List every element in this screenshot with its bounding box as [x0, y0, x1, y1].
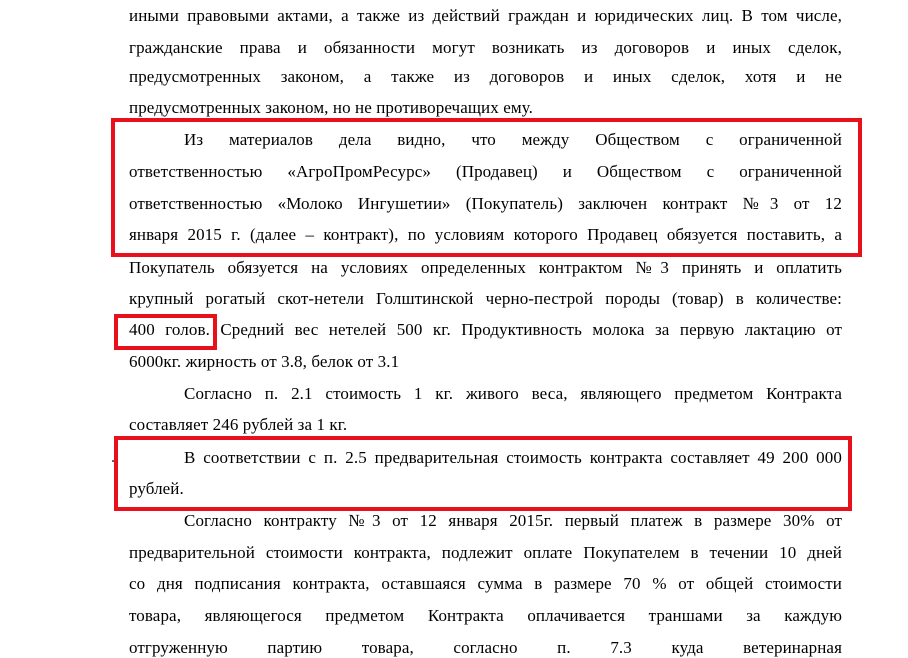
- highlight-box-quantity: [114, 314, 217, 350]
- paragraph-line: Согласно п. 2.1 стоимость 1 кг. живого веса, являющего предметом Контракта: [184, 384, 842, 403]
- paragraph-line: Покупатель обязуется на условиях определенных контрактом №3 принять и оплатить: [129, 258, 842, 277]
- paragraph-line: товара, являющегося предметом Контракта оплачивается траншами за каждую: [129, 606, 842, 625]
- paragraph-line: предусмотренных законом, а также из договоров и иных сделок, хотя и не: [129, 67, 842, 86]
- highlight-box-contract: [111, 118, 862, 257]
- paragraph-line: предусмотренных законом, но не противоречащих ему.: [129, 98, 533, 117]
- paragraph-line: крупный рогатый скот-нетели Голштинской черно-пестрой породы (товар) в количестве:: [129, 289, 842, 308]
- paragraph-line: отгруженную партию товара, согласно п. 7.3 куда ветеринарная: [129, 638, 842, 657]
- paragraph-line: со дня подписания контракта, оставшаяся сумма в размере 70 % от общей стоимости: [129, 574, 842, 593]
- paragraph-line: ответственностью «Молоко Ингушетии» (Покупатель) заключен контракт №3 от 12: [129, 194, 842, 213]
- paragraph-line: Из материалов дела видно, что между Обществом с ограниченной: [184, 130, 842, 149]
- paragraph-line: гражданские права и обязанности могут возникать из договоров и иных сделок,: [129, 38, 842, 57]
- paragraph-line: 6000кг. жирность от 3.8, белок от 3.1: [129, 352, 400, 371]
- paragraph-line: января 2015 г. (далее – контракт), по условиям которого Продавец обязуется поставить, а: [129, 225, 842, 244]
- highlight-box-price: [114, 436, 852, 511]
- paragraph-line: Согласно контракту №3 от 12 января 2015г. первый платеж в размере 30% от: [184, 511, 842, 530]
- paragraph-line: ответственностью «АгроПромРесурс» (Продавец) и Обществом с ограниченной: [129, 162, 842, 181]
- paragraph-line: рублей.: [129, 479, 184, 498]
- paragraph-line: В соответствии с п. 2.5 предварительная стоимость контракта составляет 49 200 000: [184, 448, 842, 467]
- paragraph-line: предварительной стоимости контракта, подлежит оплате Покупателем в течении 10 дней: [129, 543, 842, 562]
- paragraph-line: 400 голов. Средний вес нетелей 500 кг. Продуктивность молока за первую лактацию от: [129, 320, 842, 339]
- paragraph-line: составляет 246 рублей за 1 кг.: [129, 415, 348, 434]
- paragraph-line: иными правовыми актами, а также из действий граждан и юридических лиц. В том числе,: [129, 6, 842, 25]
